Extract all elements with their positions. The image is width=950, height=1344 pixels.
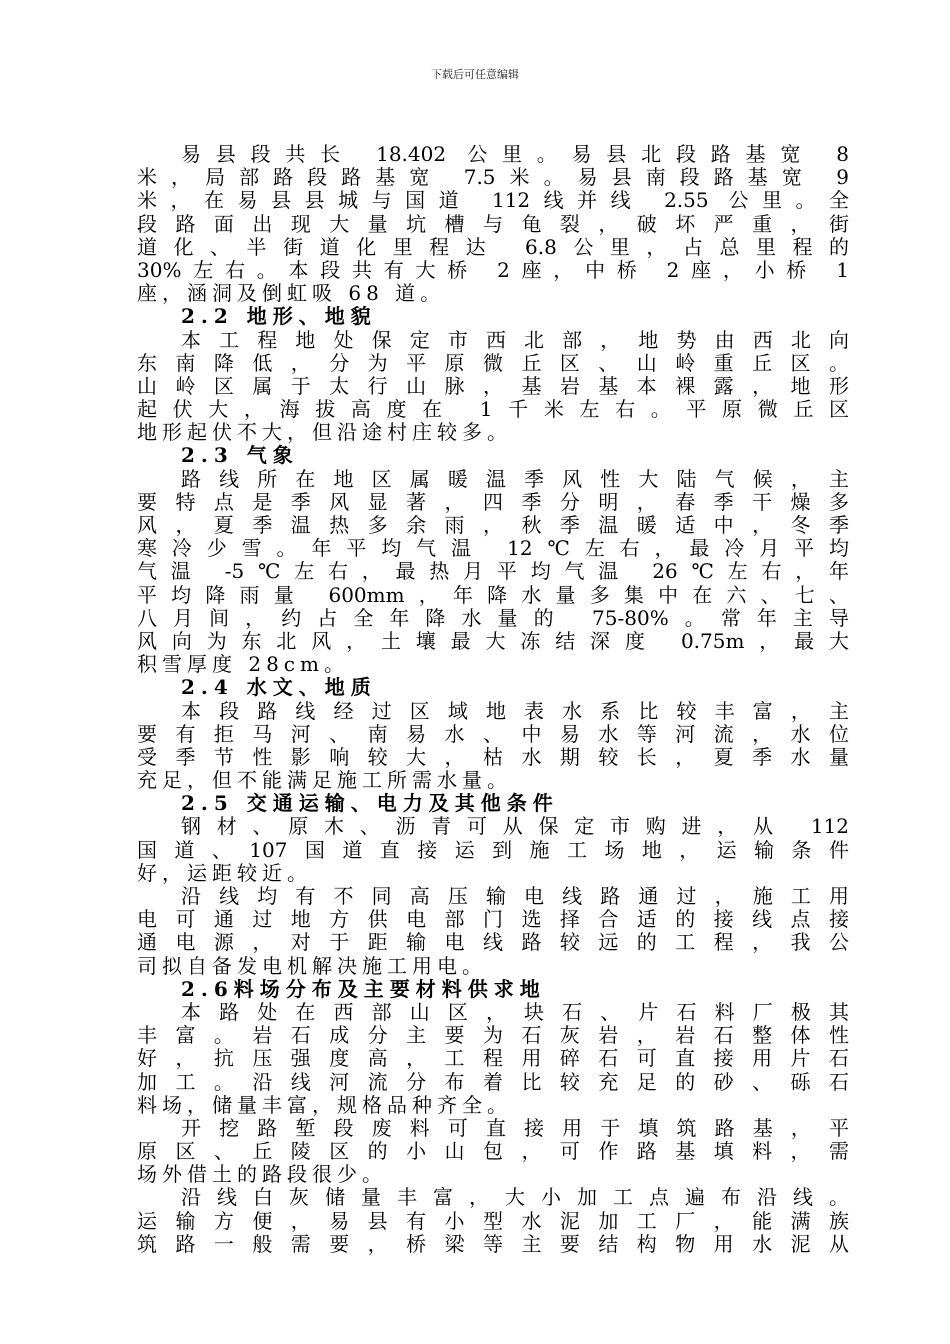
paragraph-line: 易县段共长 18.402 公里。易县北段路基宽 8 [181, 143, 849, 166]
paragraph-line: 本段路线经过区域地表水系比较丰富，主 [181, 699, 849, 723]
paragraph-line: 30%左右。本段共有大桥 2座，中桥 2座，小桥 1 [137, 258, 849, 282]
paragraph-line: 筑路一般需要，桥梁等主要结构物用水泥从 [137, 1232, 849, 1256]
page-header-note: 下载后可任意编辑 [431, 68, 519, 81]
paragraph-line: 米，局部路段路基宽 7.5米。易县南段路基宽 9 [137, 166, 849, 190]
paragraph-line: 钢材、原木、沥青可从保定市购进，从 112 [181, 815, 849, 839]
section-heading: 2.2 地形、地貌 [181, 304, 377, 329]
document-body [137, 143, 849, 1256]
paragraph-line: 积雪厚度 28cm。 [137, 653, 349, 677]
paragraph-line: 国道、107国道直接运到施工场地，运输条件 [137, 838, 849, 862]
paragraph-line: 路线所在地区属暖温季风性大陆气候，主 [181, 467, 849, 491]
section-heading: 2.6料场分布及主要材料供求地 [181, 976, 546, 1001]
paragraph-line: 要有拒马河、南易水、中易水等河流，水位 [137, 722, 849, 746]
paragraph-line: 料场，储量丰富，规格品种齐全。 [137, 1093, 512, 1117]
paragraph-line: 沿线均有不同高压输电线路通过，施工用 [181, 885, 849, 908]
paragraph-line: 运输方便，易县有小型水泥加工厂，能满族 [137, 1209, 849, 1233]
paragraph-line: 八月间，约占全年降水量的 75-80%。常年主导 [137, 606, 849, 630]
paragraph-line: 场外借土的路段很少。 [137, 1163, 387, 1187]
paragraph-line: 充足，但不能满足施工所需水量。 [137, 769, 512, 793]
paragraph-line: 座，涵洞及倒虹吸 68 道。 [137, 282, 446, 306]
paragraph-line: 本路处在西部山区，块石、片石料厂极其 [181, 1000, 849, 1024]
paragraph-line: 地形起伏不大，但沿途村庄较多。 [137, 421, 512, 445]
paragraph-line: 受季节性影响较大，枯水期较长，夏季水量 [137, 745, 849, 769]
paragraph-line: 加工。沿线河流分布着比较充足的砂、砾石 [137, 1070, 849, 1094]
paragraph-line: 气温 -5℃左右，最热月平均气温 26℃左右，年 [137, 560, 849, 584]
paragraph-line: 要特点是季风显著，四季分明，春季干燥多 [137, 490, 849, 514]
paragraph-line: 米，在易县县城与国道 112线并线 2.55 公里。全 [137, 189, 849, 213]
paragraph-line: 道化、半街道化里程达 6.8公里，占总里程的 [137, 235, 849, 259]
section-heading: 2.3 气象 [181, 443, 299, 468]
paragraph-line: 司拟自备发电机解决施工用电。 [137, 954, 487, 978]
paragraph-line: 风，夏季温热多余雨，秋季温暖适中，冬季 [137, 514, 849, 537]
paragraph-line: 起伏大，海拔高度在 1千米左右。平原微丘区 [137, 398, 849, 422]
paragraph-line: 通电源，对于距输电线路较远的工程，我公 [137, 931, 849, 955]
paragraph-line: 好，抗压强度高，工程用碎石可直接用片石 [137, 1047, 849, 1071]
paragraph-line: 山岭区属于太行山脉，基岩基本裸露，地形 [137, 374, 849, 398]
paragraph-line: 本工程地处保定市西北部，地势由西北向 [181, 328, 849, 352]
paragraph-line: 好，运距较近。 [137, 861, 312, 885]
paragraph-line: 平均降雨量 600mm，年降水量多集中在六、七、 [137, 583, 849, 607]
section-heading: 2.4 水文、地质 [181, 675, 377, 700]
paragraph-line: 风向为东北风，土壤最大冻结深度 0.75m，最大 [137, 629, 849, 653]
paragraph-line: 原区、丘陵区的小山包，可作路基填料，需 [137, 1140, 849, 1164]
paragraph-line: 东南降低，分为平原微丘区、山岭重丘区。 [137, 351, 849, 375]
paragraph-line: 寒冷少雪。年平均气温 12℃左右，最冷月平均 [137, 537, 849, 561]
paragraph-line: 沿线白灰储量丰富，大小加工点遍布沿线。 [181, 1186, 849, 1210]
paragraph-line: 电可通过地方供电部门选择合适的接线点接 [137, 908, 849, 932]
paragraph-line: 丰富。岩石成分主要为石灰岩，岩石整体性 [137, 1024, 849, 1048]
paragraph-line: 段路面出现大量坑槽与龟裂，破坏严重，街 [137, 212, 849, 236]
paragraph-line: 开挖路堑段废料可直接用于填筑路基，平 [181, 1116, 849, 1140]
section-heading: 2.5 交通运输、电力及其他条件 [181, 791, 559, 816]
